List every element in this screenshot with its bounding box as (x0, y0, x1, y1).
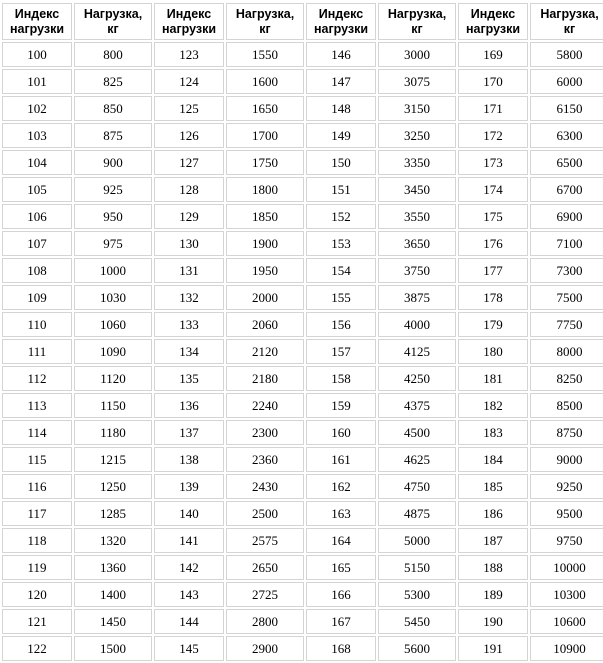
table-row (2, 123, 603, 148)
load-kg-cell: 9750 (530, 528, 603, 553)
load-index-cell: 156 (306, 312, 376, 337)
load-kg-cell: 825 (74, 69, 152, 94)
load-index-cell: 115 (2, 447, 72, 472)
load-kg-cell: 4750 (378, 474, 456, 499)
load-index-cell: 104 (2, 150, 72, 175)
load-index-cell: 103 (2, 123, 72, 148)
load-index-cell: 183 (458, 420, 528, 445)
load-kg-cell: 4875 (378, 501, 456, 526)
load-index-cell: 180 (458, 339, 528, 364)
load-kg-cell: 1250 (74, 474, 152, 499)
load-kg-cell: 10000 (530, 555, 603, 580)
load-kg-cell: 1600 (226, 69, 304, 94)
load-kg-cell: 1180 (74, 420, 152, 445)
load-kg-cell: 975 (74, 231, 152, 256)
load-index-cell: 143 (154, 582, 224, 607)
load-kg-cell: 4125 (378, 339, 456, 364)
load-kg-cell: 800 (74, 42, 152, 67)
load-index-cell: 172 (458, 123, 528, 148)
header-label-line: нагрузки (161, 21, 217, 36)
load-kg-cell: 4625 (378, 447, 456, 472)
load-index-cell: 184 (458, 447, 528, 472)
load-index-cell: 102 (2, 96, 72, 121)
load-index-cell: 108 (2, 258, 72, 283)
table-row (2, 582, 603, 607)
load-index-cell: 121 (2, 609, 72, 634)
load-kg-cell: 3350 (378, 150, 456, 175)
load-index-cell: 137 (154, 420, 224, 445)
header-label-line: нагрузки (313, 21, 369, 36)
load-kg-cell: 1650 (226, 96, 304, 121)
load-kg-cell: 1450 (74, 609, 152, 634)
load-index-cell: 158 (306, 366, 376, 391)
load-kg-cell: 1850 (226, 204, 304, 229)
load-index-cell: 142 (154, 555, 224, 580)
load-kg-cell: 2650 (226, 555, 304, 580)
load-kg-cell: 6700 (530, 177, 603, 202)
load-index-cell: 133 (154, 312, 224, 337)
load-index-cell: 126 (154, 123, 224, 148)
load-index-cell: 174 (458, 177, 528, 202)
load-index-cell: 150 (306, 150, 376, 175)
load-index-cell: 113 (2, 393, 72, 418)
load-kg-cell: 900 (74, 150, 152, 175)
load-index-cell: 147 (306, 69, 376, 94)
load-index-cell: 106 (2, 204, 72, 229)
load-index-cell: 178 (458, 285, 528, 310)
load-kg-cell: 1285 (74, 501, 152, 526)
load-kg-cell: 925 (74, 177, 152, 202)
load-index-cell: 154 (306, 258, 376, 283)
load-index-cell: 160 (306, 420, 376, 445)
header-load-index (2, 3, 72, 40)
load-kg-cell: 1500 (74, 636, 152, 661)
header-label-line: Индекс (166, 6, 212, 21)
load-kg-cell: 850 (74, 96, 152, 121)
load-index-cell: 179 (458, 312, 528, 337)
load-kg-cell: 5450 (378, 609, 456, 634)
load-kg-cell: 2060 (226, 312, 304, 337)
load-index-cell: 117 (2, 501, 72, 526)
load-kg-cell: 9250 (530, 474, 603, 499)
load-index-cell: 177 (458, 258, 528, 283)
load-kg-cell: 1215 (74, 447, 152, 472)
header-row (2, 3, 603, 40)
load-kg-cell: 3650 (378, 231, 456, 256)
load-kg-cell: 5000 (378, 528, 456, 553)
header-load-kg (530, 3, 603, 40)
load-kg-cell: 1360 (74, 555, 152, 580)
load-index-cell: 166 (306, 582, 376, 607)
load-kg-cell: 1400 (74, 582, 152, 607)
load-index-cell: 163 (306, 501, 376, 526)
load-kg-cell: 2000 (226, 285, 304, 310)
load-index-cell: 136 (154, 393, 224, 418)
load-index-cell: 144 (154, 609, 224, 634)
load-index-cell: 189 (458, 582, 528, 607)
load-index-cell: 181 (458, 366, 528, 391)
load-index-cell: 146 (306, 42, 376, 67)
load-index-cell: 114 (2, 420, 72, 445)
load-index-cell: 175 (458, 204, 528, 229)
load-index-cell: 128 (154, 177, 224, 202)
load-kg-cell: 6500 (530, 150, 603, 175)
load-kg-cell: 5150 (378, 555, 456, 580)
load-kg-cell: 3000 (378, 42, 456, 67)
table-row (2, 528, 603, 553)
table-row (2, 636, 603, 661)
header-load-kg (226, 3, 304, 40)
load-index-cell: 165 (306, 555, 376, 580)
load-index-cell: 124 (154, 69, 224, 94)
load-kg-cell: 1060 (74, 312, 152, 337)
load-index-cell: 182 (458, 393, 528, 418)
table-row (2, 258, 603, 283)
load-kg-cell: 2180 (226, 366, 304, 391)
table-body (2, 42, 603, 661)
header-label-line: Нагрузка, (235, 6, 295, 21)
table-row (2, 474, 603, 499)
load-index-cell: 140 (154, 501, 224, 526)
load-index-cell: 119 (2, 555, 72, 580)
load-index-cell: 130 (154, 231, 224, 256)
load-index-cell: 152 (306, 204, 376, 229)
load-index-cell: 139 (154, 474, 224, 499)
load-kg-cell: 8250 (530, 366, 603, 391)
table-row (2, 285, 603, 310)
load-index-cell: 155 (306, 285, 376, 310)
header-label-line: Нагрузка, (540, 6, 599, 21)
load-index-cell: 186 (458, 501, 528, 526)
load-index-cell: 145 (154, 636, 224, 661)
load-kg-cell: 950 (74, 204, 152, 229)
load-kg-cell: 6900 (530, 204, 603, 229)
load-kg-cell: 2300 (226, 420, 304, 445)
load-kg-cell: 1120 (74, 366, 152, 391)
header-load-kg (74, 3, 152, 40)
load-kg-cell: 6000 (530, 69, 603, 94)
load-kg-cell: 1700 (226, 123, 304, 148)
table-row (2, 393, 603, 418)
load-kg-cell: 875 (74, 123, 152, 148)
load-index-cell: 122 (2, 636, 72, 661)
load-index-cell: 191 (458, 636, 528, 661)
load-kg-cell: 3250 (378, 123, 456, 148)
table-row (2, 177, 603, 202)
load-kg-cell: 10300 (530, 582, 603, 607)
load-index-cell: 190 (458, 609, 528, 634)
load-kg-cell: 2430 (226, 474, 304, 499)
load-index-cell: 148 (306, 96, 376, 121)
header-label-line: кг (259, 21, 271, 36)
table-row (2, 150, 603, 175)
table-row (2, 447, 603, 472)
load-kg-cell: 5300 (378, 582, 456, 607)
load-kg-cell: 8000 (530, 339, 603, 364)
load-kg-cell: 2575 (226, 528, 304, 553)
load-index-cell: 118 (2, 528, 72, 553)
load-kg-cell: 8750 (530, 420, 603, 445)
header-load-index (458, 3, 528, 40)
header-label-line: Индекс (470, 6, 516, 21)
load-kg-cell: 1900 (226, 231, 304, 256)
load-index-cell: 141 (154, 528, 224, 553)
load-index-cell: 129 (154, 204, 224, 229)
load-index-cell: 123 (154, 42, 224, 67)
load-kg-cell: 10600 (530, 609, 603, 634)
load-index-cell: 100 (2, 42, 72, 67)
header-label-line: кг (411, 21, 423, 36)
load-kg-cell: 2800 (226, 609, 304, 634)
load-kg-cell: 10900 (530, 636, 603, 661)
load-kg-cell: 5600 (378, 636, 456, 661)
load-index-cell: 109 (2, 285, 72, 310)
load-kg-cell: 1030 (74, 285, 152, 310)
table-row (2, 339, 603, 364)
load-kg-cell: 2360 (226, 447, 304, 472)
load-index-cell: 116 (2, 474, 72, 499)
table-row (2, 609, 603, 634)
header-label-line: кг (107, 21, 119, 36)
load-kg-cell: 2900 (226, 636, 304, 661)
load-kg-cell: 6300 (530, 123, 603, 148)
load-kg-cell: 3450 (378, 177, 456, 202)
load-kg-cell: 1150 (74, 393, 152, 418)
load-kg-cell: 5800 (530, 42, 603, 67)
load-index-cell: 105 (2, 177, 72, 202)
load-kg-cell: 7750 (530, 312, 603, 337)
load-index-cell: 171 (458, 96, 528, 121)
load-index-cell: 187 (458, 528, 528, 553)
load-index-cell: 149 (306, 123, 376, 148)
load-kg-cell: 1090 (74, 339, 152, 364)
load-kg-cell: 4000 (378, 312, 456, 337)
header-load-index (154, 3, 224, 40)
load-index-cell: 120 (2, 582, 72, 607)
load-index-table (0, 1, 603, 663)
load-index-cell: 167 (306, 609, 376, 634)
header-label-line: Индекс (318, 6, 364, 21)
load-index-cell: 169 (458, 42, 528, 67)
table-row (2, 204, 603, 229)
load-kg-cell: 1750 (226, 150, 304, 175)
load-kg-cell: 1550 (226, 42, 304, 67)
header-label-line: Нагрузка, (387, 6, 447, 21)
load-kg-cell: 3150 (378, 96, 456, 121)
load-kg-cell: 1950 (226, 258, 304, 283)
load-index-cell: 168 (306, 636, 376, 661)
load-kg-cell: 2120 (226, 339, 304, 364)
header-load-index (306, 3, 376, 40)
table-row (2, 231, 603, 256)
header-label-line: нагрузки (465, 21, 521, 36)
load-index-cell: 188 (458, 555, 528, 580)
load-kg-cell: 4250 (378, 366, 456, 391)
load-index-cell: 135 (154, 366, 224, 391)
header-label-line: Индекс (14, 6, 60, 21)
header-label-line: кг (563, 21, 576, 36)
load-kg-cell: 7500 (530, 285, 603, 310)
load-kg-cell: 7300 (530, 258, 603, 283)
load-index-cell: 127 (154, 150, 224, 175)
load-kg-cell: 8500 (530, 393, 603, 418)
load-kg-cell: 1800 (226, 177, 304, 202)
load-index-cell: 138 (154, 447, 224, 472)
load-kg-cell: 2240 (226, 393, 304, 418)
load-kg-cell: 1320 (74, 528, 152, 553)
load-index-cell: 161 (306, 447, 376, 472)
load-kg-cell: 4500 (378, 420, 456, 445)
load-index-cell: 110 (2, 312, 72, 337)
load-index-cell: 151 (306, 177, 376, 202)
load-index-cell: 107 (2, 231, 72, 256)
table-row (2, 312, 603, 337)
header-load-kg (378, 3, 456, 40)
load-kg-cell: 2500 (226, 501, 304, 526)
load-index-cell: 132 (154, 285, 224, 310)
table-row (2, 420, 603, 445)
load-kg-cell: 2725 (226, 582, 304, 607)
load-index-cell: 101 (2, 69, 72, 94)
load-index-cell: 153 (306, 231, 376, 256)
load-kg-cell: 3550 (378, 204, 456, 229)
load-kg-cell: 3750 (378, 258, 456, 283)
load-index-cell: 170 (458, 69, 528, 94)
table-row (2, 96, 603, 121)
load-kg-cell: 4375 (378, 393, 456, 418)
load-index-cell: 112 (2, 366, 72, 391)
table-row (2, 69, 603, 94)
load-index-cell: 134 (154, 339, 224, 364)
load-index-cell: 159 (306, 393, 376, 418)
header-label-line: нагрузки (9, 21, 65, 36)
load-kg-cell: 9500 (530, 501, 603, 526)
load-index-cell: 176 (458, 231, 528, 256)
load-index-cell: 185 (458, 474, 528, 499)
load-index-cell: 164 (306, 528, 376, 553)
load-kg-cell: 6150 (530, 96, 603, 121)
header-label-line: Нагрузка, (83, 6, 143, 21)
table-row (2, 366, 603, 391)
load-kg-cell: 3075 (378, 69, 456, 94)
table-row (2, 42, 603, 67)
load-index-cell: 157 (306, 339, 376, 364)
load-kg-cell: 9000 (530, 447, 603, 472)
load-kg-cell: 3875 (378, 285, 456, 310)
load-kg-cell: 7100 (530, 231, 603, 256)
load-index-cell: 162 (306, 474, 376, 499)
table-row (2, 555, 603, 580)
load-index-cell: 111 (2, 339, 72, 364)
table-row (2, 501, 603, 526)
load-index-cell: 125 (154, 96, 224, 121)
load-index-cell: 173 (458, 150, 528, 175)
load-kg-cell: 1000 (74, 258, 152, 283)
load-index-cell: 131 (154, 258, 224, 283)
